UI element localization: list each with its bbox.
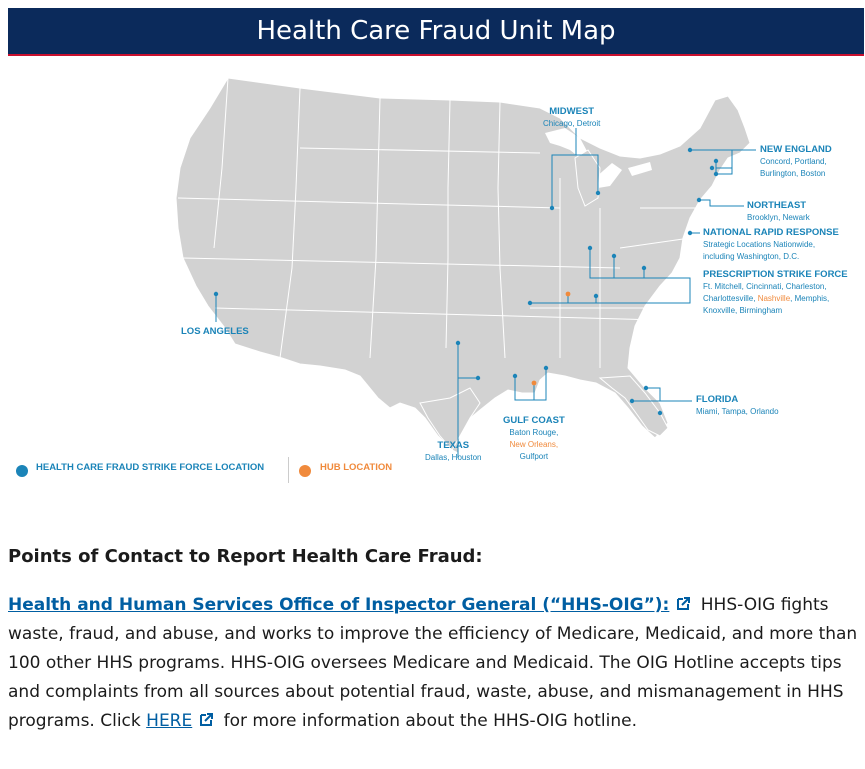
region-midwest (543, 106, 600, 130)
contact-section-heading (8, 546, 483, 567)
marker-boston (714, 172, 718, 176)
region-northeast (747, 200, 810, 224)
region-la-name: LOS ANGELES (181, 326, 249, 337)
region-new-england-cities-2: Burlington, Boston (760, 169, 826, 178)
region-psf-line-2a: Charlottesville, (703, 294, 758, 303)
legend-hub-label: HUB LOCATION (320, 462, 393, 473)
marker-nashville-hub (566, 292, 571, 297)
contact-heading: Points of Contact to Report Health Care Fraud: (8, 546, 483, 567)
marker-chicago (550, 206, 554, 210)
marker-new-orleans-hub (532, 381, 537, 386)
marker-memphis (528, 301, 532, 305)
marker-knoxville (594, 294, 598, 298)
region-new-england-cities-1: Concord, Portland, (760, 157, 827, 166)
hhs-oig-paragraph (8, 591, 858, 736)
region-texas-cities: Dallas, Houston (425, 453, 482, 462)
region-prescription-strike-force (703, 269, 848, 317)
region-psf-line-1: Ft. Mitchell, Cincinnati, Charleston, (703, 282, 827, 291)
external-link-icon (198, 712, 214, 728)
marker-miami (658, 411, 662, 415)
marker-gulfport (544, 366, 548, 370)
marker-houston (476, 376, 480, 380)
banner-rule (8, 54, 864, 56)
region-new-england (760, 144, 832, 180)
region-texas-name: TEXAS (437, 440, 470, 451)
region-texas (425, 440, 481, 464)
marker-washington (688, 231, 692, 235)
legend-strike-force-label: HEALTH CARE FRAUD STRIKE FORCE LOCATION (36, 462, 265, 473)
marker-brooklyn (697, 198, 701, 202)
region-national-rapid-response (703, 227, 839, 263)
region-psf-hub-nashville: Nashville (757, 294, 791, 303)
region-nrr-line-2: including Washington, D.C. (703, 252, 800, 261)
us-map (0, 58, 865, 498)
region-psf-line-2b: , Memphis, (790, 294, 830, 303)
legend-hub-dot (299, 465, 311, 477)
region-northeast-name: NORTHEAST (747, 200, 807, 211)
title-banner (8, 8, 864, 54)
region-midwest-cities: Chicago, Detroit (543, 119, 601, 128)
region-florida-name: FLORIDA (696, 394, 739, 405)
region-psf-line-3: Knoxville, Birmingham (703, 306, 783, 315)
marker-burlington (710, 166, 714, 170)
region-new-england-name: NEW ENGLAND (760, 144, 832, 155)
here-link[interactable]: HERE (146, 711, 193, 731)
hhs-oig-description-1: HHS-OIG fights waste, fraud, and abuse, and works to improve the efficiency of Medicare, Medicaid, and more than 100 other HHS programs. HHS-OIG oversees Medicare and Medicaid. The OIG Hotline accepts tips and complaints from all sources about potential fraud, waste, abuse, and mismanagement in HHS programs. Click (8, 595, 858, 731)
region-midwest-name: MIDWEST (549, 106, 595, 117)
marker-orlando (644, 386, 648, 390)
region-gulf-name: GULF COAST (503, 415, 565, 426)
region-gulf-line-1: Baton Rouge, (509, 428, 559, 437)
contact-section-body (8, 591, 858, 736)
legend-strike-force-dot (16, 465, 28, 477)
region-gulf-coast (503, 415, 565, 463)
region-gulf-line-3: Gulfport (519, 452, 549, 461)
legend-divider (288, 457, 289, 483)
marker-portland (714, 159, 718, 163)
marker-cincinnati (612, 254, 616, 258)
marker-detroit (596, 191, 600, 195)
marker-ft-mitchell (588, 246, 592, 250)
region-northeast-cities: Brooklyn, Newark (747, 213, 810, 222)
marker-charleston (642, 266, 646, 270)
marker-concord (688, 148, 692, 152)
hhs-oig-description-2: for more information about the HHS-OIG hotline. (218, 711, 637, 731)
external-link-icon (675, 596, 691, 612)
region-florida-cities: Miami, Tampa, Orlando (696, 407, 779, 416)
region-florida (696, 394, 779, 418)
region-psf-name: PRESCRIPTION STRIKE FORCE (703, 269, 848, 280)
region-nrr-line-1: Strategic Locations Nationwide, (703, 240, 816, 249)
region-gulf-hub-new-orleans: New Orleans, (509, 440, 559, 449)
page-title: Health Care Fraud Unit Map (256, 16, 616, 46)
marker-dallas (456, 341, 460, 345)
marker-baton-rouge (513, 374, 517, 378)
hhs-oig-link[interactable]: Health and Human Services Office of Inspector General (“HHS-OIG”): (8, 595, 670, 615)
marker-tampa (630, 399, 634, 403)
marker-los-angeles (214, 292, 218, 296)
region-psf-line-2 (703, 293, 848, 305)
region-nrr-name: NATIONAL RAPID RESPONSE (703, 227, 839, 238)
region-los-angeles (181, 326, 249, 338)
